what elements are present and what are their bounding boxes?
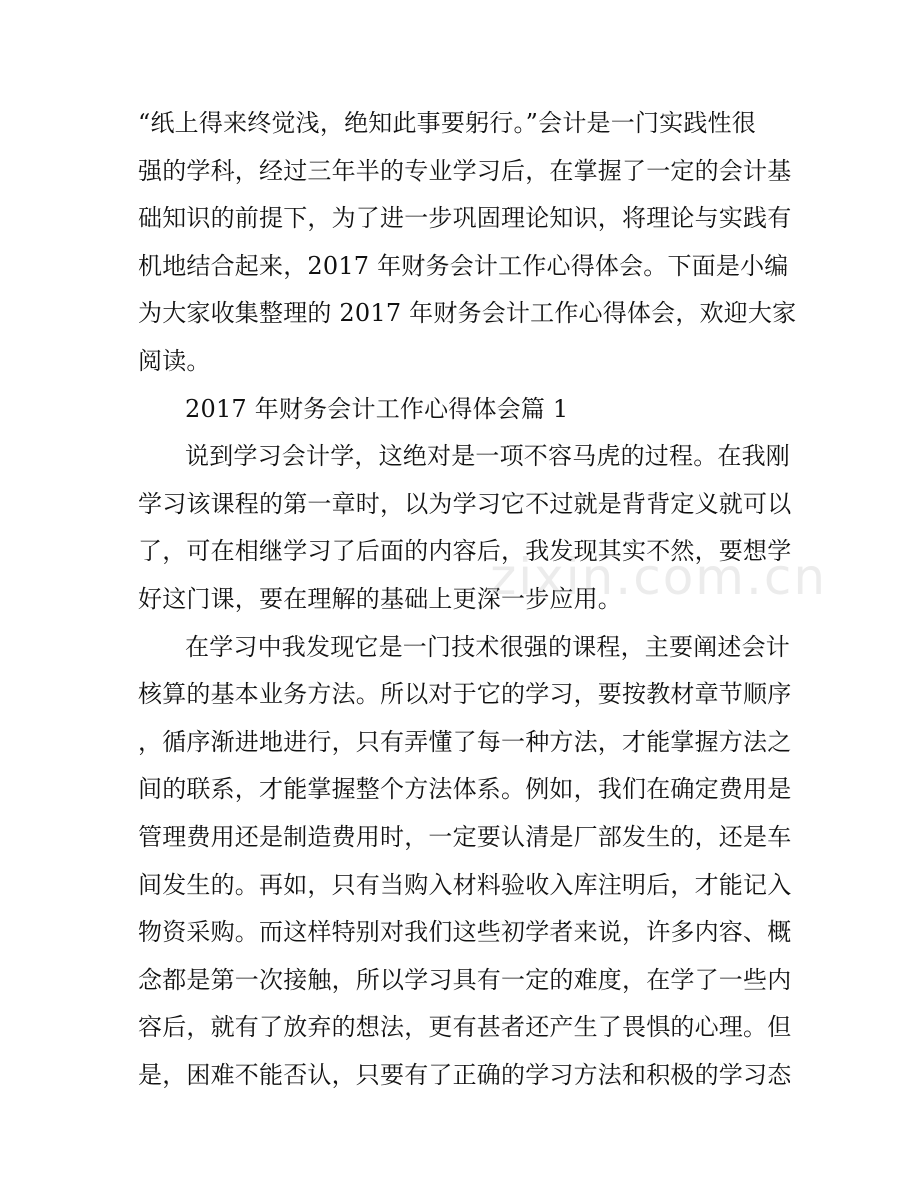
paragraph2-line-1: 在学习中我发现它是一门技术很强的课程，主要阐述会计 <box>185 632 790 661</box>
paragraph2-line-5: 管理费用还是制造费用时，一定要认清是厂部发生的，还是车 <box>138 822 792 851</box>
paragraph2-line-4: 间的联系，才能掌握整个方法体系。例如，我们在确定费用是 <box>138 775 792 804</box>
paragraph2-line-10: 是，困难不能否认，只要有了正确的学习方法和积极的学习态 <box>138 1060 792 1089</box>
intro-line-6: 阅读。 <box>138 346 211 375</box>
paragraph1-line-4: 好这门课，要在理解的基础上更深一步应用。 <box>138 584 622 613</box>
paragraph2-line-7: 物资采购。而这样特别对我们这些初学者来说，许多内容、概 <box>138 918 792 947</box>
document-body <box>138 100 797 1099</box>
intro-line-4: 机地结合起来，2017 年财务会计工作心得体会。下面是小编 <box>138 251 789 280</box>
paragraph2-line-6: 间发生的。再如，只有当购入材料验收入库注明后，才能记入 <box>138 870 792 899</box>
intro-line-2: 强的学科，经过三年半的专业学习后，在掌握了一定的会计基 <box>138 156 792 185</box>
intro-line-3: 础知识的前提下，为了进一步巩固理论知识，将理论与实践有 <box>138 204 792 233</box>
site-watermark: zixin.com.cn <box>490 548 828 606</box>
paragraph1-line-1: 说到学习会计学，这绝对是一项不容马虎的过程。在我刚 <box>185 442 790 471</box>
paragraph2-line-3: ，循序渐进地进行，只有弄懂了每一种方法，才能掌握方法之 <box>138 727 792 756</box>
paragraph2-line-2: 核算的基本业务方法。所以对于它的学习，要按教材章节顺序 <box>138 680 792 709</box>
intro-line-5: 为大家收集整理的 2017 年财务会计工作心得体会，欢迎大家 <box>138 299 797 328</box>
paragraph1-line-3: 了，可在相继学习了后面的内容后，我发现其实不然，要想学 <box>138 537 792 566</box>
paragraph2-line-9: 容后，就有了放弃的想法，更有甚者还产生了畏惧的心理。但 <box>138 1013 792 1042</box>
section-heading: 2017 年财务会计工作心得体会篇 1 <box>185 394 569 423</box>
paragraph1-line-2: 学习该课程的第一章时，以为学习它不过就是背背定义就可以 <box>138 489 792 518</box>
paragraph2-line-8: 念都是第一次接触，所以学习具有一定的难度，在学了一些内 <box>138 965 792 994</box>
intro-line-1: “纸上得来终觉浅，绝知此事要躬行。”会计是一门实践性很 <box>138 109 756 137</box>
